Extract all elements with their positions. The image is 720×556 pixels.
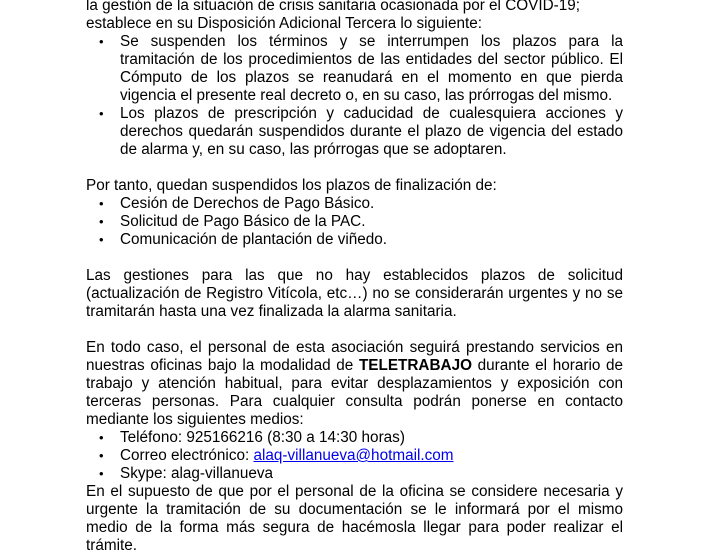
list-item — [99, 231, 623, 249]
intro-line-1: la gestión de la situación de crisis sanitaria ocasionada por el COVID-19; — [86, 0, 581, 14]
list-item — [99, 465, 623, 483]
contact-email-label: Correo electrónico: — [120, 447, 250, 464]
bullet-icon: • — [99, 214, 104, 229]
bullet-icon: • — [99, 232, 104, 247]
bullet-icon: • — [99, 448, 104, 463]
contact-skype: Skype: alag-villanueva — [120, 465, 274, 482]
decree-bullet-list — [86, 33, 623, 159]
suspended-lead: Por tanto, quedan suspendidos los plazos de finalización de: — [86, 177, 497, 194]
teletrabajo-keyword: TELETRABAJO — [358, 357, 472, 374]
decree-bullet-2: Los plazos de prescripción y caducidad de cualesquiera acciones y derechos quedarán suspendidos durante el plazo de vigencia del estado de alarma y, en su caso, las prórrogas que se adoptaren. — [120, 105, 623, 158]
suspended-item: Solicitud de Pago Básico de la PAC. — [120, 213, 366, 230]
document-body — [86, 0, 623, 555]
bullet-icon: • — [99, 466, 104, 481]
list-item — [99, 105, 623, 159]
list-item — [99, 213, 623, 231]
bullet-icon: • — [99, 106, 104, 121]
intro-paragraph — [86, 0, 623, 33]
list-item — [99, 195, 623, 213]
list-item — [99, 429, 623, 447]
list-item — [99, 33, 623, 105]
bullet-icon: • — [99, 196, 104, 211]
suspended-item: Cesión de Derechos de Pago Básico. — [120, 195, 375, 212]
list-item — [99, 447, 623, 465]
closing-paragraph: En el supuesto de que por el personal de la oficina se considere necesaria y urgente la tramitación de su documentación se le informará por el mismo medio de la forma más segura de hacémosla llegar para poder realizar el trámite. — [86, 483, 623, 554]
bullet-icon: • — [99, 430, 104, 445]
service-text-before: En todo caso, el personal de esta asociación seguirá prestando servicios en nuestras oficinas bajo la modalidad de — [86, 339, 623, 374]
contact-list — [86, 429, 623, 483]
contact-email-link[interactable]: alaq-villanueva@hotmail.com — [253, 447, 454, 464]
non-urgent-paragraph: Las gestiones para las que no hay establecidos plazos de solicitud (actualización de Registro Vitícola, etc…) no se considerarán urgentes y no se tramitarán hasta una vez finalizada la alarma sanitaria. — [86, 267, 623, 320]
bullet-icon: • — [99, 34, 104, 49]
service-text-after: durante el horario de trabajo y atención habitual, para evitar desplazamientos y exposición con terceras personas. Para cualquier consulta podrán ponerse en contacto mediante los siguientes medios: — [86, 357, 624, 428]
service-paragraph — [86, 339, 623, 429]
suspended-item: Comunicación de plantación de viñedo. — [120, 231, 388, 248]
decree-bullet-1: Se suspenden los términos y se interrumpen los plazos para la tramitación de los procedimientos de las entidades del sector público. El Cómputo de los plazos se reanudará en el momento en que pierda vigencia el presente real decreto o, en su caso, las prórrogas del mismo. — [120, 33, 623, 104]
contact-phone: Teléfono: 925166216 (8:30 a 14:30 horas) — [120, 429, 405, 446]
intro-line-2: establece en su Disposición Adicional Tercera lo siguiente: — [86, 15, 482, 32]
suspended-list — [86, 195, 623, 249]
